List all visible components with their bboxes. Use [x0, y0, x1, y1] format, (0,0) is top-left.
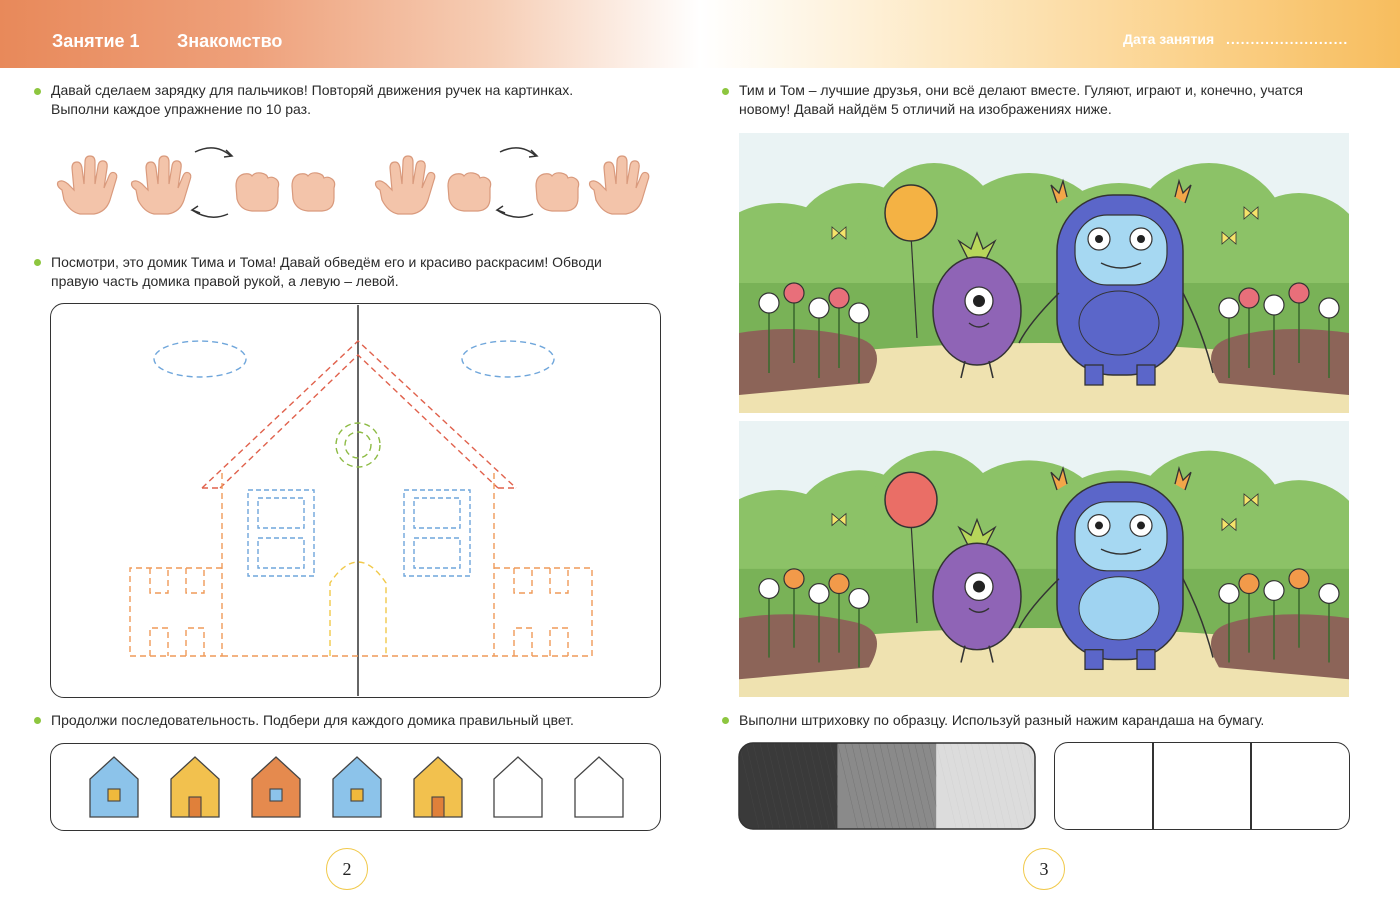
flower-head — [829, 574, 849, 594]
balloon — [885, 472, 937, 527]
bullet-icon — [722, 717, 729, 724]
lesson-number: Занятие 1 — [52, 31, 140, 51]
task-line: правую часть домика правой рукой, а левую – левой. — [51, 273, 399, 289]
flower-head — [1264, 295, 1284, 315]
house-shape — [494, 757, 542, 817]
sequence-house — [171, 757, 219, 817]
date-label: Дата занятия — [1123, 31, 1215, 47]
task-text — [739, 81, 1349, 119]
shading-sample-strip — [738, 742, 1036, 830]
finger-exercise-illustration — [50, 140, 660, 230]
monster-foot — [1137, 365, 1155, 385]
onion-pupil — [973, 581, 985, 593]
monster-pupil — [1095, 522, 1103, 530]
flower-head — [829, 288, 849, 308]
divider — [1152, 743, 1154, 829]
monster-face — [1075, 215, 1167, 285]
house-shape — [90, 757, 138, 817]
house-shape — [252, 757, 300, 817]
monster-foot — [1085, 650, 1103, 670]
shading-practice-strip[interactable] — [1054, 742, 1350, 830]
task-text — [51, 711, 661, 730]
house-door — [189, 797, 201, 817]
sequence-house — [575, 757, 623, 817]
bullet-icon — [34, 717, 41, 724]
bullet-icon — [34, 88, 41, 95]
task-line: новому! Давай найдём 5 отличий на изображениях ниже. — [739, 101, 1112, 117]
monster-belly — [1079, 577, 1159, 640]
page-number: 2 — [326, 848, 368, 890]
task-line: Посмотри, это домик Тима и Тома! Давай обведём его и красиво раскрасим! Обводи — [51, 254, 602, 270]
shading-samples — [739, 743, 1036, 829]
onion-pupil — [973, 295, 985, 307]
flower-head — [784, 569, 804, 589]
flower-head — [1319, 584, 1339, 604]
house-door — [432, 797, 444, 817]
flower-head — [784, 283, 804, 303]
flower-head — [849, 589, 869, 609]
monster-pupil — [1137, 522, 1145, 530]
task-line: Тим и Том – лучшие друзья, они всё делают вместе. Гуляют, играют и, конечно, учатся — [739, 82, 1303, 98]
sequence-house — [252, 757, 300, 817]
monster-pupil — [1137, 235, 1145, 243]
house-window — [108, 789, 120, 801]
sequence-house — [333, 757, 381, 817]
flower-head — [759, 293, 779, 313]
balloon — [885, 185, 937, 241]
flower-head — [1289, 569, 1309, 589]
shading-sample — [739, 743, 838, 829]
task-line: Выполни штриховку по образцу. Используй разный нажим карандаша на бумагу. — [739, 712, 1265, 728]
lesson-topic: Знакомство — [177, 31, 283, 51]
monster-face — [1075, 502, 1167, 571]
task-text — [739, 711, 1349, 730]
house-tracing-drawing[interactable] — [50, 303, 661, 698]
flower-head — [759, 579, 779, 599]
task-text — [51, 253, 661, 291]
flower-head — [1239, 288, 1259, 308]
task-line: Давай сделаем зарядку для пальчиков! Повторяй движения ручек на картинках. — [51, 82, 574, 98]
sequence-house — [414, 757, 462, 817]
find-differences-picture-top[interactable] — [739, 133, 1349, 413]
house-window — [351, 789, 363, 801]
find-differences-picture-bottom[interactable] — [739, 421, 1349, 697]
shading-sample — [936, 743, 1035, 829]
date-field[interactable]: ......................... — [1226, 31, 1349, 47]
shading-sample — [838, 743, 937, 829]
flower-head — [1289, 283, 1309, 303]
bullet-icon — [722, 88, 729, 95]
house-sequence[interactable] — [50, 743, 661, 831]
house-shape — [333, 757, 381, 817]
flower-head — [1219, 584, 1239, 604]
monster-foot — [1137, 650, 1155, 670]
task-line: Продолжи последовательность. Подбери для каждого домика правильный цвет. — [51, 712, 574, 728]
flower-head — [849, 303, 869, 323]
house-window — [270, 789, 282, 801]
sequence-house — [494, 757, 542, 817]
monster-belly — [1079, 291, 1159, 355]
page-number: 3 — [1023, 848, 1065, 890]
flower-head — [1239, 574, 1259, 594]
house-shape — [575, 757, 623, 817]
divider — [1250, 743, 1252, 829]
monster-foot — [1085, 365, 1103, 385]
flower-head — [1219, 298, 1239, 318]
task-line: Выполни каждое упражнение по 10 раз. — [51, 101, 311, 117]
monster-pupil — [1095, 235, 1103, 243]
flower-head — [1319, 298, 1339, 318]
flower-head — [1264, 581, 1284, 601]
task-text — [51, 81, 661, 119]
bullet-icon — [34, 259, 41, 266]
flower-head — [809, 584, 829, 604]
flower-head — [809, 298, 829, 318]
sequence-house — [90, 757, 138, 817]
